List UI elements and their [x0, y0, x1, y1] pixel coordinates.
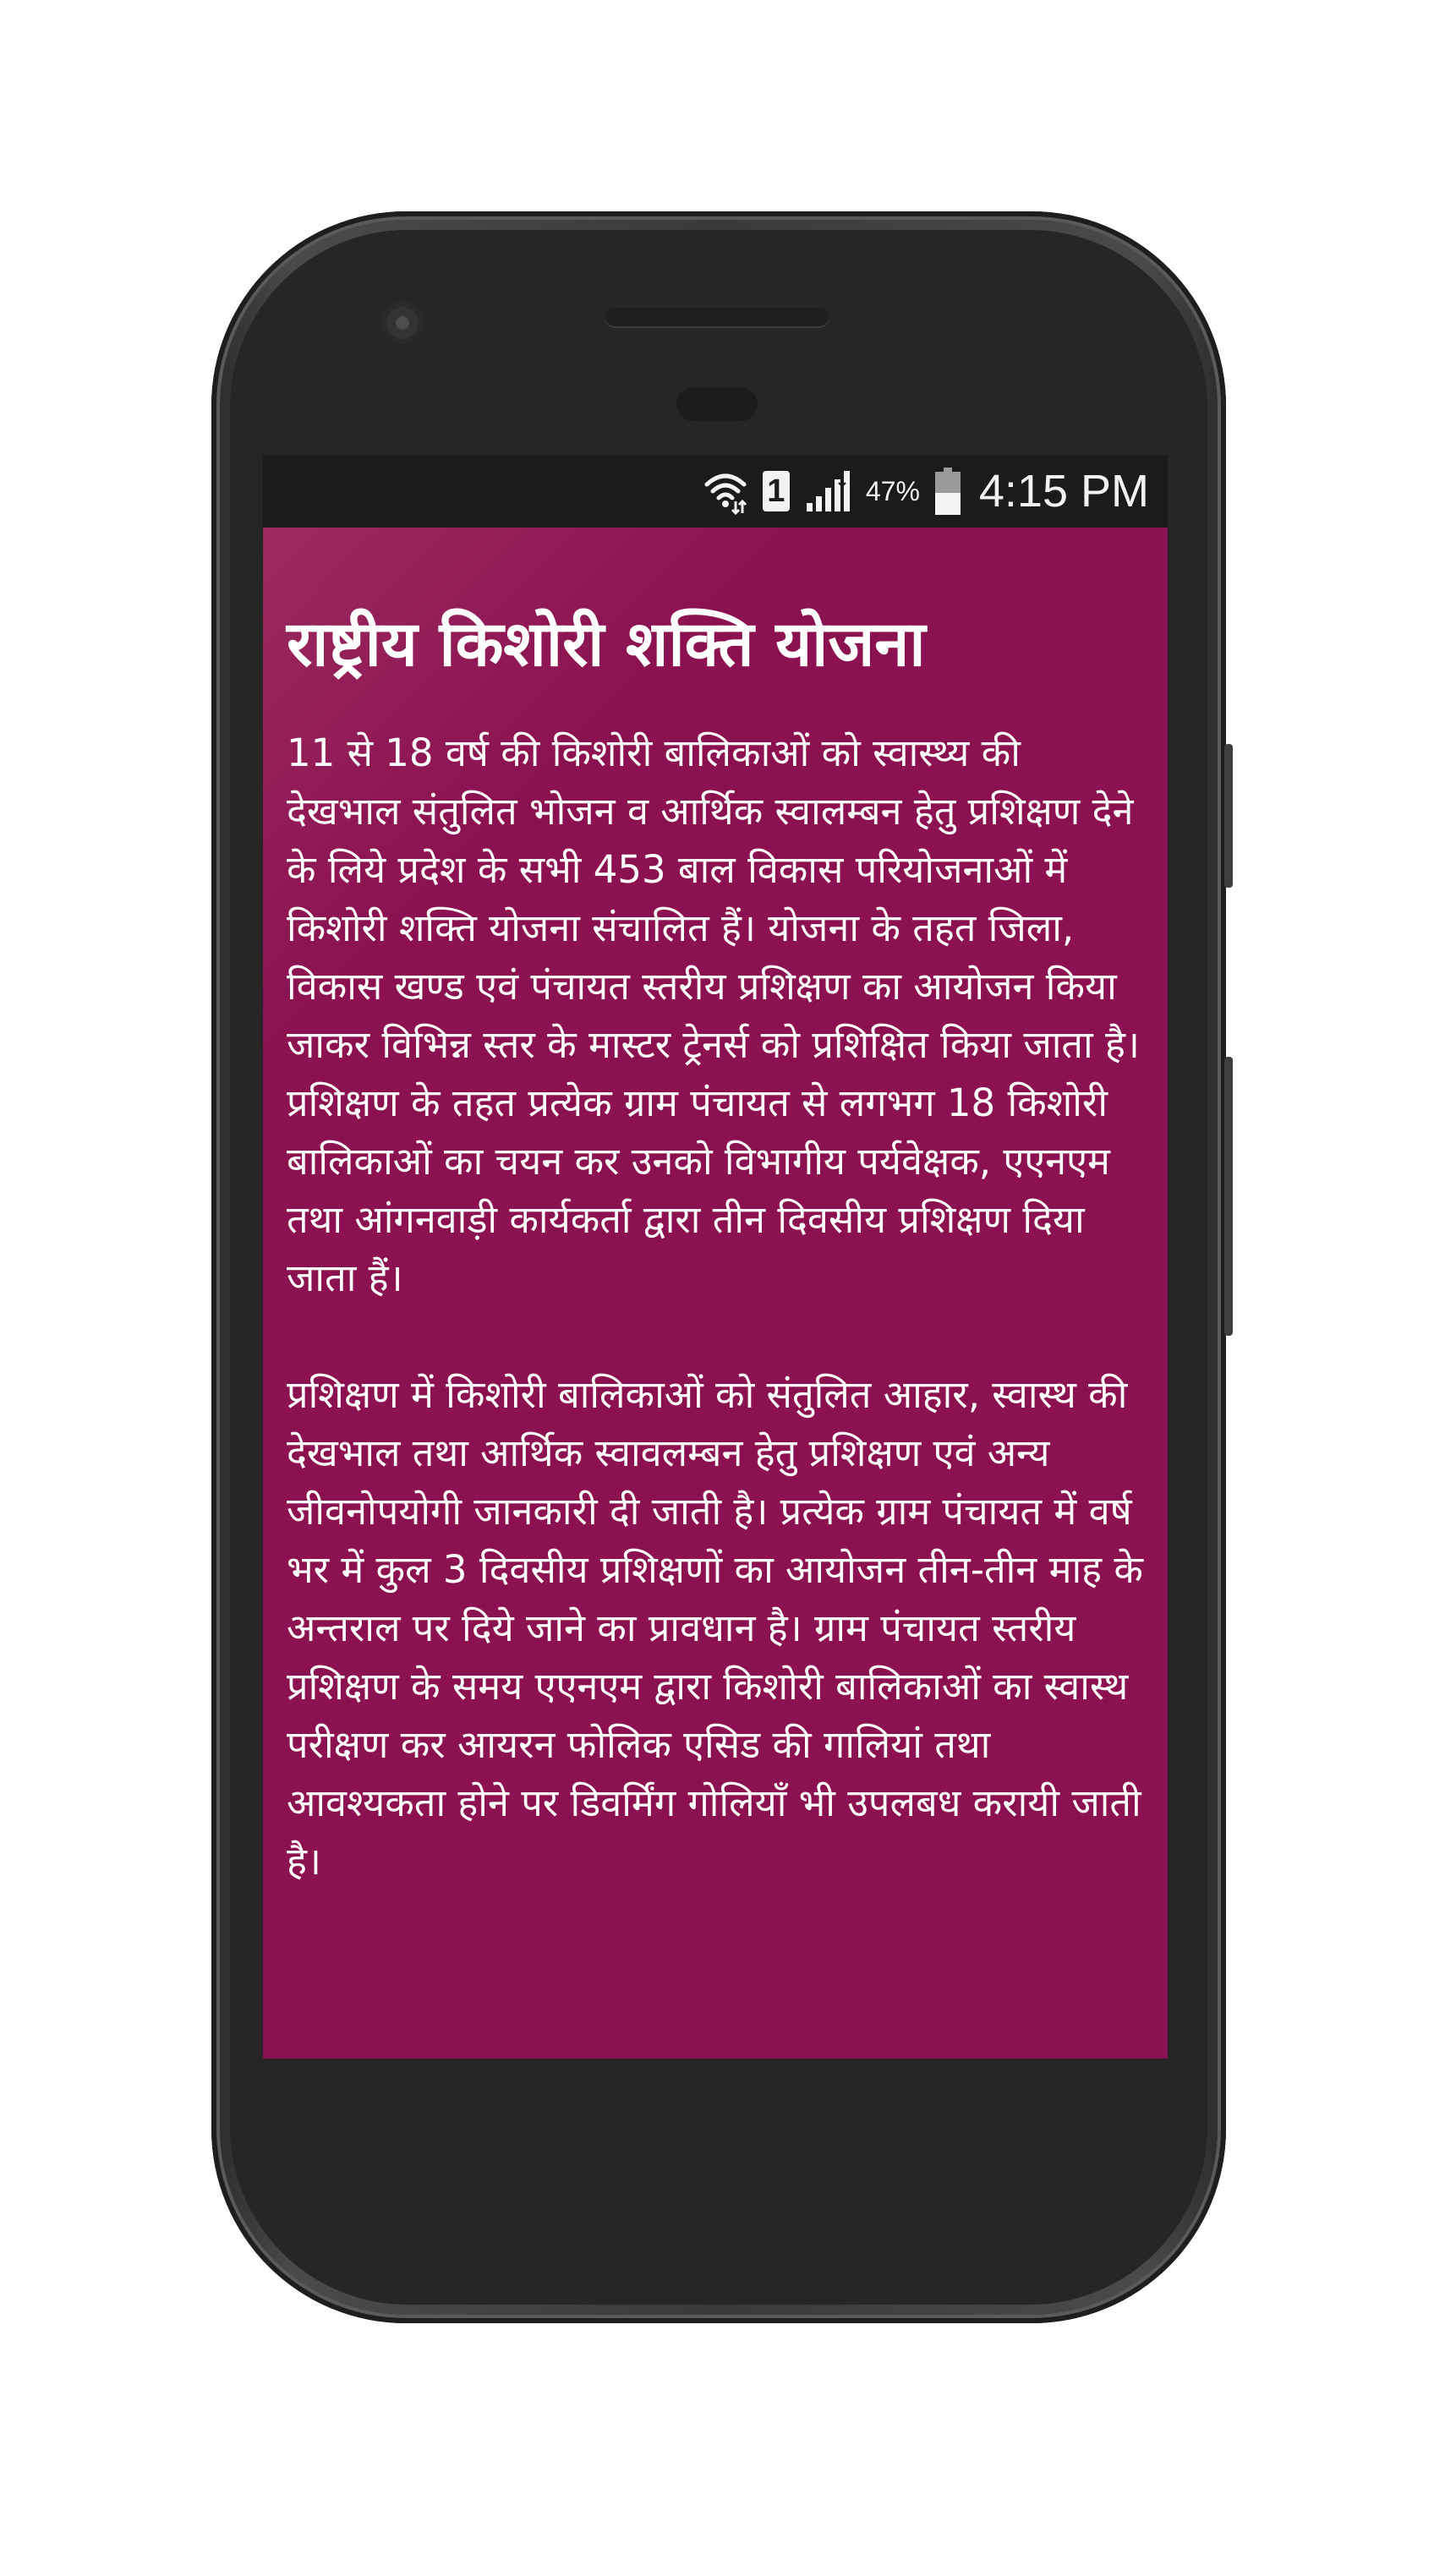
wifi-icon	[703, 466, 747, 517]
article-paragraph: 11 से 18 वर्ष की किशोरी बालिकाओं को स्वास्थ्य की देखभाल संतुलित भोजन व आर्थिक स्वालम्बन हेतु प्रशिक्षण देने के लिये प्रदेश के सभी 453 बाल विकास परियोजनाओं में किशोरी शक्ति योजना संचालित हैं। योजना के तहत जिला, विकास खण्ड एवं पंचायत स्तरीय प्रशिक्षण का आयोजन किया जाकर विभिन्न स्तर के मास्टर ट्रेनर्स को प्रशिक्षित किया जाता है। प्रशिक्षण के तहत प्रत्येक ग्राम पंचायत से लगभग 18 किशोरी बालिकाओं का चयन कर उनको विभागीय पर्यवेक्षक, एएनएम तथा आंगनवाड़ी कार्यकर्ता द्वारा तीन दिवसीय प्रशिक्षण दिया जाता हैं।	[287, 730, 1140, 1300]
screen	[263, 455, 1168, 2059]
battery-percent: 47%	[865, 475, 920, 506]
earpiece-speaker	[605, 308, 829, 326]
status-time: 4:15 PM	[978, 466, 1149, 517]
front-camera	[381, 302, 424, 344]
article-content	[263, 528, 1168, 2059]
power-button	[1224, 744, 1233, 888]
sim-icon	[763, 466, 790, 517]
page-title: राष्ट्रीय किशोरी शक्ति योजना	[287, 608, 926, 681]
volume-button	[1224, 1057, 1233, 1336]
signal-icon	[805, 466, 851, 517]
battery-icon	[935, 466, 961, 517]
status-bar	[263, 455, 1168, 528]
sim-badge: 1	[763, 471, 790, 511]
article-paragraph: प्रशिक्षण में किशोरी बालिकाओं को संतुलित आहार, स्वास्थ की देखभाल तथा आर्थिक स्वावलम्बन हेतु प्रशिक्षण एवं अन्य जीवनोपयोगी जानकारी दी जाती है। प्रत्येक ग्राम पंचायत में वर्ष भर में कुल 3 दिवसीय प्रशिक्षणों का आयोजन तीन-तीन माह के अन्तराल पर दिये जाने का प्रावधान है। ग्राम पंचायत स्तरीय प्रशिक्षण के समय एएनएम द्वारा किशोरी बालिकाओं का स्वास्थ परीक्षण कर आयरन फोलिक एसिड की गालियां तथा आवश्यकता होने पर डिवर्मिंग गोलियाँ भी उपलबध करायी जाती है।	[287, 1372, 1143, 1884]
proximity-sensor	[676, 387, 758, 421]
